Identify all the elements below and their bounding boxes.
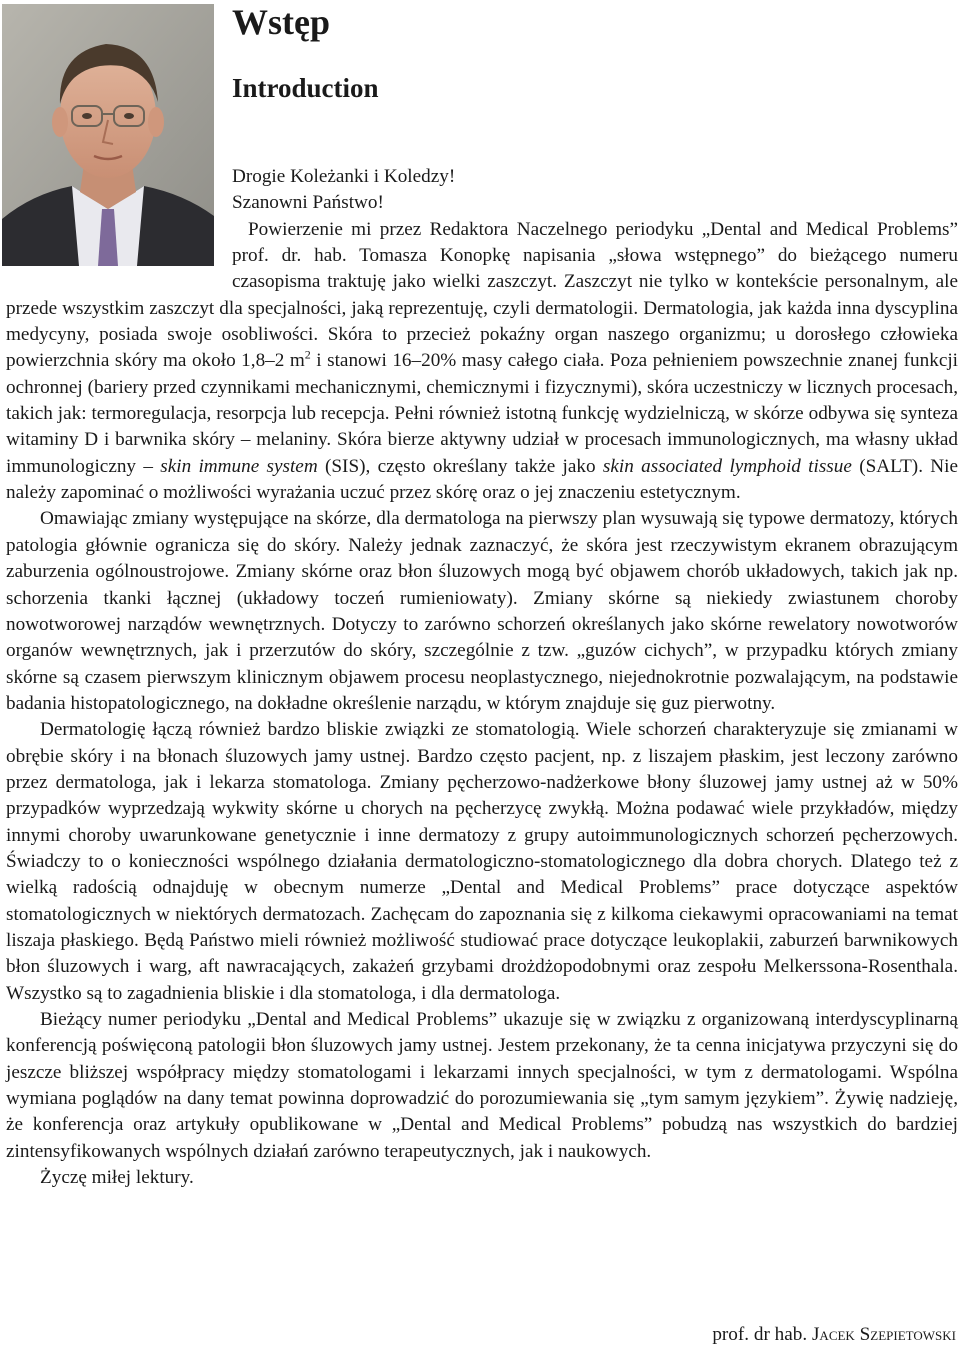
page-subtitle: Introduction xyxy=(232,73,379,103)
term-skin-immune-system: skin immune system xyxy=(160,455,318,477)
paragraph-1-text-d: (SALT). Nie należy zapominać o możliwości wyrażania uczuć przez skórę oraz o jej znaczeniu estetycznym. xyxy=(6,455,958,504)
signature-title: prof. dr hab. xyxy=(712,1324,812,1345)
unit-superscript: 2 xyxy=(304,348,311,363)
term-salt: skin associated lymphoid tissue xyxy=(602,455,852,477)
article-body xyxy=(6,164,958,1191)
paragraph-3: Dermatologię łączą również bardzo bliskie związki ze stomatologią. Wiele schorzeń charakteryzuje się zmianami w obrębie skóry i na błonach śluzowych jamy ustnej. Bardzo często pacjent, np. z liszajem płaskim, jest leczony zarówno przez dermatologa, jak i lekarza stomatologa. Zmiany pęcherzowo-nadżerkowe błony śluzowej jamy ustnej aż w 50% przypadków wyprzedzają wykwity skórne u chorych na pęcherzycę zwykłą. Można podawać wiele przykładów, między innymi choroby uwarunkowane genetycznie i inne dermatozy z grupy autoimmunologicznych schorzeń pęcherzowych. Świadczy to o konieczności wspólnego działania dermatologiczno-stomatologicznego dla dobra chorych. Dlatego też z wielką radością odnajduję w obecnym numerze „Dental and Medical Problems” prace dotyczące aspektów stomatologicznych w niektórych dermatozach. Zachęcam do zapoznania się z kilkoma ciekawymi opracowaniami na temat liszaja płaskiego. Będą Państwo mieli również możliwość studiować prace dotyczące leukoplakii, zaburzeń barwnikowych błon śluzowych i warg, aft nawracających, zakażeń grzybami drożdżopodobnymi oraz zespołu Melkerssona-Rosenthala. Wszystko są to zagadnienia bliskie i dla stomatologa, i dla dermatologa. xyxy=(6,719,958,1004)
paragraph-1-text-b: i stanowi 16–20% masy całego ciała. Poza pełnieniem powszechnie znanej funkcji ochronnej (bariery przed czynnikami mechanicznymi, chemicznymi i fizycznymi), skóra uczestniczy w licznych procesach, takich jak: termoregulacja, resorpcja lub recepcja. Pełni również istotną funkcję wydzielniczą, w skórze odbywa się synteza witaminy D i barwnika skóry – melaniny. Skóra bierze aktywny udział w procesach immunologicznych, ma własny układ immunologiczny – xyxy=(6,350,958,477)
signature-name: Jacek Szepietowski xyxy=(811,1324,956,1345)
paragraph-1-text-a: Powierzenie mi przez Redaktora Naczelnego periodyku „Dental and Medical Problems” prof. dr. hab. Tomasza Konopkę napisania „słowa wstępnego” do bieżącego numeru czasopisma traktuję jako wielki zaszczyt. Zaszczyt nie tylko w kontekście personalnym, ale przede wszystkim zaszczyt dla specjalności, jaką reprezentuję, czyli dermatologii. Dermatologia, jak każda inna dyscyplina medycyny, posiada swoje osobliwości. Skóra to przecież pokaźny organ naszego organizmu; u dorosłego człowieka powierzchnia skóry ma około 1,8–2 m xyxy=(6,218,958,372)
paragraph-4: Bieżący numer periodyku „Dental and Medical Problems” ukazuje się w związku z organizowaną interdyscyplinarną konferencją poświęconą patologii błon śluzowych jamy ustnej. Jestem przekonany, że ta cenna inicjatywa przyczyni się do jeszcze bliższej współpracy między stomatologami i lekarzami innych specjalności, w tym z dermatologami. Wspólna wymiana poglądów na dany temat powinna doprowadzić do porozumiewania się „tym samym językiem”. Żywię nadzieję, że konferencja oraz artykuły opublikowane w „Dental and Medical Problems” pobudzą nas wszystkich do bardziej zintensyfikowanych wspólnych działań zarówno terapeutycznych, jak i naukowych. xyxy=(6,1009,958,1162)
paragraph-2: Omawiając zmiany występujące na skórze, dla dermatologa na pierwszy plan wysuwają się typowe dermatozy, których patologia głównie ogranicza się do skóry. Należy jednak zaznaczyć, że skóra jest rzeczywistym ekranem obrazującym zaburzenia ogólnoustrojowe. Zmiany skórne oraz błon śluzowych mogą być objawem chorób układowych, takich jak np. schorzenia tkanki łącznej (układowy toczeń rumieniowaty). Zmiany skórne są niekiedy zwiastunem choroby nowotworowej narządów wewnętrznych. Dotyczy to zarówno schorzeń określanych jako skórne rewelatory nowotworów organów wewnętrznych, jak i przerzutów do skóry, szczególnie z tzw. „guzów cichych”, w przypadku których zmiany skórne są czasem pierwszym klinicznym objawem procesu neoplastycznego, niejednokrotnie pozwalającym, na podstawie badania histopatologicznego, na dokładne określenie narządu, w którym znajduje się guz pierwotny. xyxy=(6,508,958,714)
paragraph-1-text-c: (SIS), często określany także jako xyxy=(317,455,603,477)
photo-wrap-spacer xyxy=(6,164,232,271)
page-title: Wstęp xyxy=(232,2,330,42)
author-signature xyxy=(712,1322,956,1348)
greeting-line-1: Drogie Koleżanki i Koledzy! xyxy=(232,166,456,187)
closing-line: Życzę miłej lektury. xyxy=(40,1167,194,1189)
greeting-line-2: Szanowni Państwo! xyxy=(232,192,384,214)
